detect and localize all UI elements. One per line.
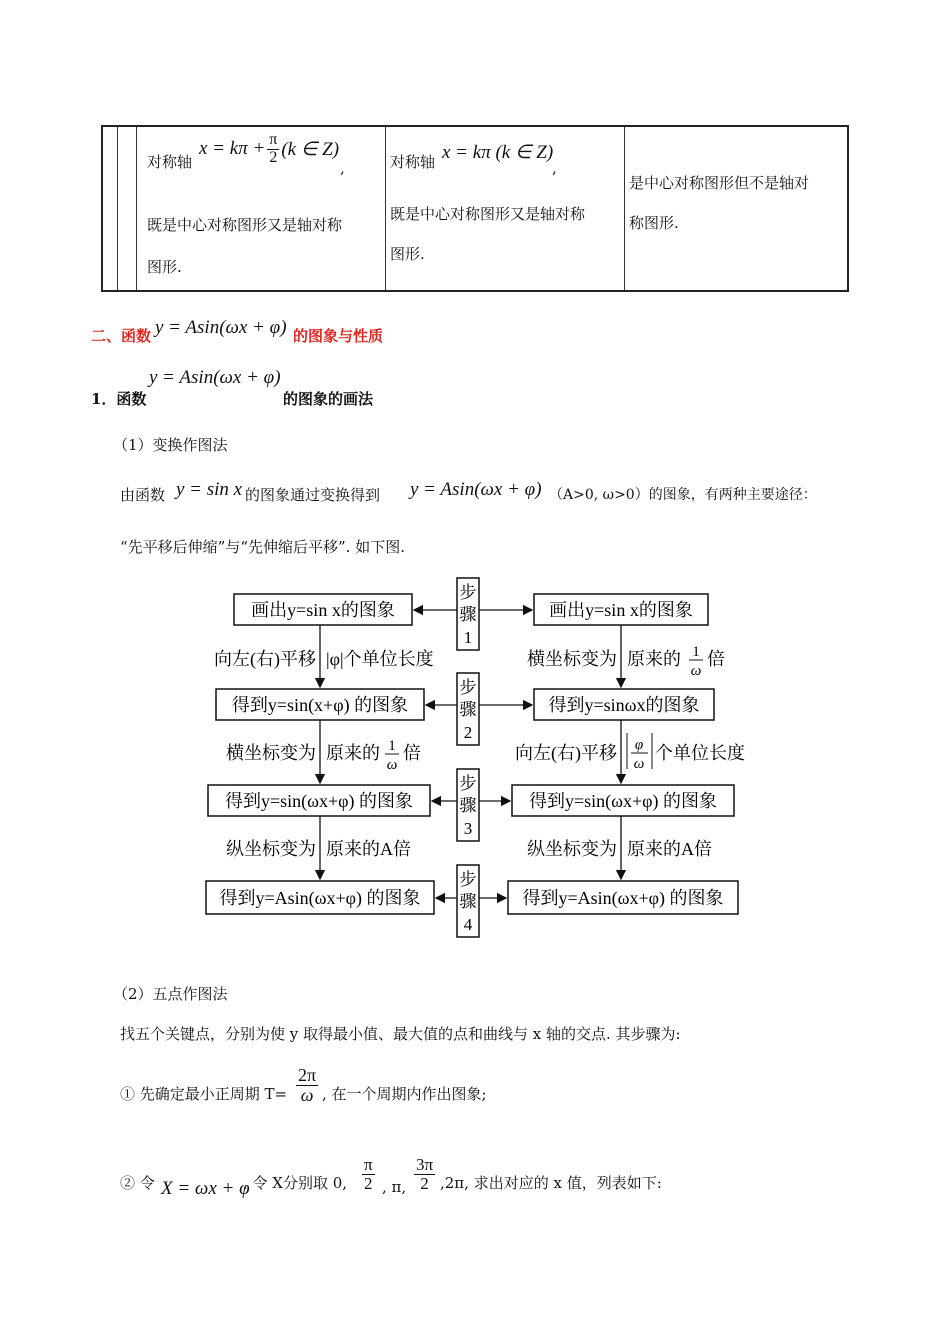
right-edge-2-label-a: 向左(右)平移	[515, 743, 617, 763]
step-2-char: 步	[459, 678, 477, 697]
step-4-char: 骤	[459, 892, 477, 911]
axis-label: 对称轴	[147, 153, 193, 171]
fraction-numerator: π	[269, 131, 278, 148]
paragraph-text: 找五个关键点，分别为使 y 取得最小值、最大值的点和曲线与 x 轴的交点. 其步骤为:	[120, 1025, 681, 1043]
fraction-3pi-half	[414, 1156, 435, 1193]
subheading-formula: y = Asin(ωx + φ)	[149, 367, 281, 388]
paragraph-text: “先平移后伸缩”与“先伸缩后平移”. 如下图.	[120, 538, 405, 556]
paragraph-text: （A>0, ω>0）的图象，有两种主要途径：	[549, 487, 817, 503]
right-edge-1-label-a: 横坐标变为	[527, 649, 617, 669]
left-edge-2-label-c: 倍	[403, 743, 421, 763]
left-edge-3-label-a: 纵坐标变为	[226, 839, 316, 859]
method-title: （2）五点作图法	[113, 985, 228, 1003]
right-box-1-label: 画出y=sin x的图象	[549, 600, 693, 620]
fraction-pi-half	[362, 1156, 375, 1193]
cell-description: 是中心对称图形但不是轴对	[629, 174, 810, 192]
comma: ,	[340, 159, 345, 177]
table-cell-tan	[625, 126, 849, 291]
step-2-text: ② 令	[120, 1174, 155, 1192]
section-heading: 二、函数	[91, 327, 152, 345]
right-edge-3-label-a: 纵坐标变为	[527, 839, 617, 859]
step-2-text-cont: , π,	[382, 1178, 407, 1196]
right-edge-2-label-b: 个单位长度	[655, 743, 745, 763]
cell-description: 既是中心对称图形又是轴对称	[390, 205, 586, 223]
right-edge-1-label-b: 原来的	[627, 649, 681, 669]
fraction-denominator: 2	[420, 1173, 429, 1193]
step-2-char: 2	[463, 723, 473, 742]
right-edge-1-label-c: 倍	[707, 649, 725, 669]
cell-description-cont: 图形.	[390, 245, 425, 263]
step-2-text-cont: , 令 X分别取 0,	[243, 1174, 348, 1192]
inline-formula: y = sin x	[176, 479, 243, 500]
left-box-3-label: 得到y=sin(ωx+φ) 的图象	[224, 791, 414, 811]
left-edge-1-label-b: |φ|个单位长度	[326, 649, 434, 669]
step-3-char: 3	[463, 819, 473, 838]
left-edge-3-label-b: 原来的A倍	[326, 839, 411, 859]
cell-description: 既是中心对称图形又是轴对称	[147, 216, 343, 234]
fraction-denominator: ω	[300, 1084, 314, 1105]
step-2-text-cont: ,2π, 求出对应的 x 值，列表如下:	[440, 1174, 662, 1192]
section-heading-suffix: 的图象与性质	[293, 327, 384, 345]
step-1-char: 1	[463, 628, 473, 647]
step-3-char: 骤	[459, 796, 477, 815]
formula-rhs: (k ∈ Z)	[281, 138, 340, 160]
axis-label: 对称轴	[390, 153, 436, 171]
step-4-char: 4	[463, 915, 473, 934]
inline-formula: X = ωx + φ	[161, 1178, 250, 1199]
left-edge-2-label-b: 原来的	[326, 743, 380, 763]
fraction-numerator: 2π	[298, 1065, 317, 1085]
left-edge-2-frac-den: ω	[386, 757, 398, 773]
left-box-4-label: 得到y=Asin(ωx+φ) 的图象	[219, 888, 421, 908]
method-title: （1）变换作图法	[113, 436, 228, 454]
inline-formula: y = Asin(ωx + φ)	[410, 479, 542, 500]
fraction-numerator: π	[364, 1155, 373, 1174]
cell-description-cont: 称图形.	[629, 214, 679, 232]
subheading: 1．函数	[91, 390, 147, 408]
table-cell-blank	[102, 126, 118, 291]
paragraph-text: 由函数	[120, 486, 166, 504]
right-edge-3-label-b: 原来的A倍	[627, 839, 712, 859]
step-3-char: 步	[459, 774, 477, 793]
fraction	[267, 132, 279, 167]
left-edge-2-label-a: 横坐标变为	[226, 743, 316, 763]
step-4-char: 步	[459, 870, 477, 889]
right-edge-1-frac-num: 1	[692, 644, 700, 660]
step-1-char: 骤	[459, 605, 477, 624]
axis-formula: x = kπ (k ∈ Z)	[442, 142, 554, 163]
subheading-suffix: 的图象的画法	[283, 390, 374, 408]
table-cell-blank	[118, 126, 137, 291]
period-fraction	[296, 1066, 318, 1105]
left-edge-1-label-a: 向左(右)平移	[214, 649, 316, 669]
cell-description-cont: 图形.	[147, 258, 182, 276]
left-box-1-label: 画出y=sin x的图象	[251, 600, 395, 620]
left-box-2-label: 得到y=sin(x+φ) 的图象	[231, 695, 409, 715]
right-box-3-label: 得到y=sin(ωx+φ) 的图象	[528, 791, 718, 811]
right-edge-2-frac-num: φ	[634, 737, 644, 753]
fraction-numerator: 3π	[416, 1155, 434, 1174]
axis-formula	[199, 132, 339, 167]
right-edge-1-frac-den: ω	[690, 663, 702, 679]
comma: ,	[552, 159, 557, 177]
step-1-text: ① 先确定最小正周期 T=	[120, 1085, 288, 1103]
paragraph-text: 的图象通过变换得到	[245, 486, 381, 504]
right-box-2-label: 得到y=sinωx的图象	[548, 695, 700, 715]
right-box-4-label: 得到y=Asin(ωx+φ) 的图象	[522, 888, 724, 908]
section-heading-formula: y = Asin(ωx + φ)	[155, 317, 287, 338]
fraction-denominator: 2	[269, 148, 278, 166]
fraction-denominator: 2	[364, 1173, 373, 1193]
step-1-text-cont: , 在一个周期内作出图象;	[322, 1085, 487, 1103]
transformation-flowchart	[200, 573, 745, 939]
step-2-char: 骤	[459, 700, 477, 719]
right-edge-2-frac-den: ω	[633, 756, 645, 772]
step-1-char: 步	[459, 583, 477, 602]
left-edge-2-frac-num: 1	[388, 738, 396, 754]
formula-lhs: x = kπ +	[199, 138, 266, 160]
